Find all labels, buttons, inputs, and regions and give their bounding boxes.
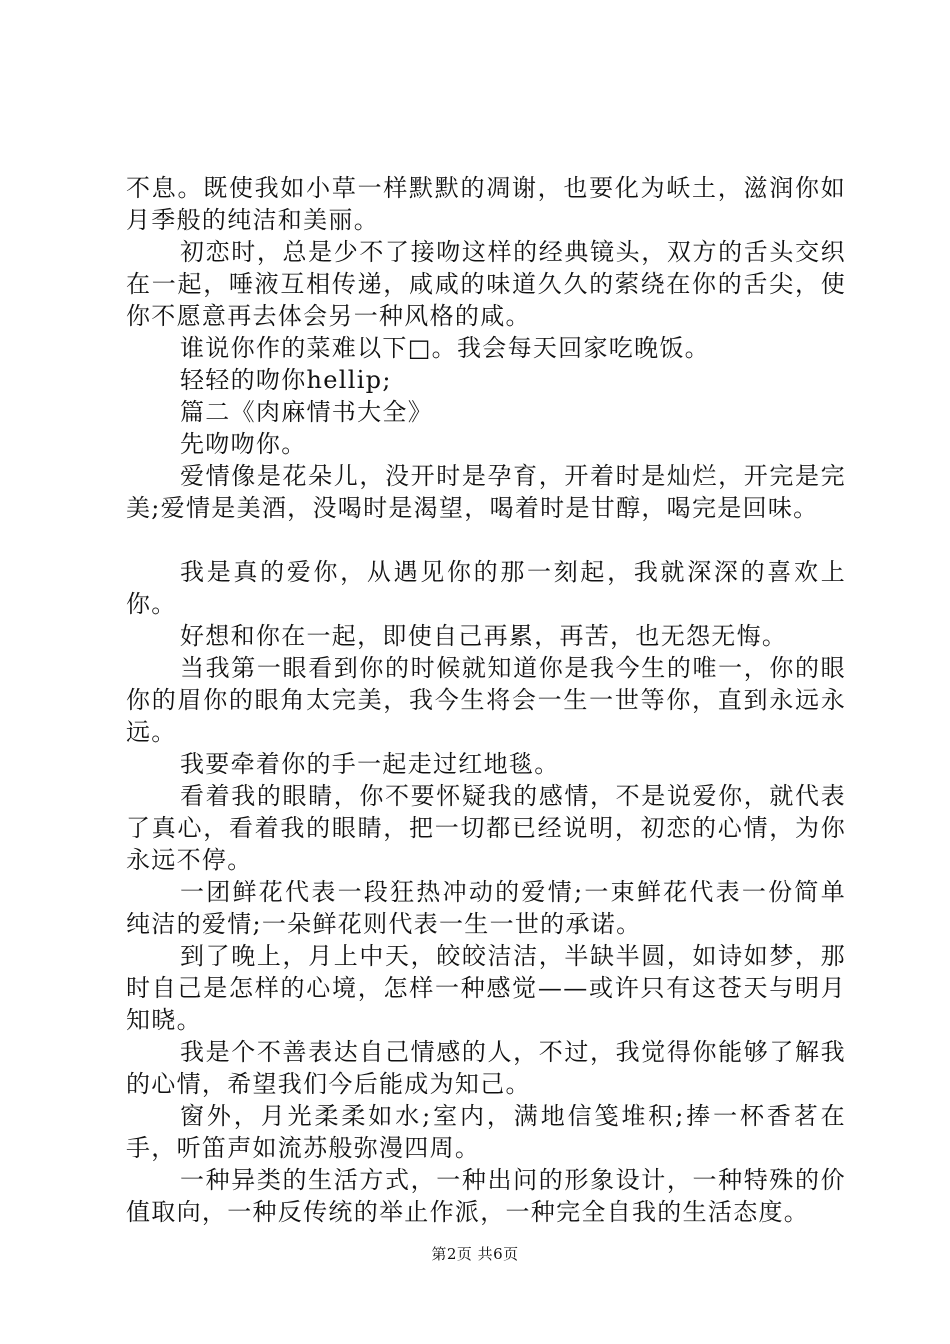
document-body xyxy=(126,172,846,1228)
paragraph: 爱情像是花朵儿，没开时是孕育，开着时是灿烂，开完是完美;爱情是美酒，没喝时是渴望，喝着时是甘醇，喝完是回味。 xyxy=(126,462,846,522)
page-footer xyxy=(0,1243,950,1264)
paragraph: 初恋时，总是少不了接吻这样的经典镜头，双方的舌头交织在一起，唾液互相传递，咸咸的味道久久的萦绕在你的舌尖，使你不愿意再去体会另一种风格的咸。 xyxy=(126,238,846,330)
paragraph: 不息。既使我如小草一样默默的凋谢，也要化为岆土，滋润你如月季般的纯洁和美丽。 xyxy=(126,174,846,234)
paragraph: 先吻吻你。 xyxy=(180,430,307,458)
paragraph: 我是个不善表达自己情感的人，不过，我觉得你能够了解我的心情，希望我们今后能成为知己。 xyxy=(126,1038,846,1098)
paragraph: 当我第一眼看到你的时候就知道你是我今生的唯一，你的眼你的眉你的眼角太完美，我今生将会一生一世等你，直到永远永远。 xyxy=(126,654,846,746)
paragraph: 到了晚上，月上中天，皎皎洁洁，半缺半圆，如诗如梦，那时自己是怎样的心境，怎样一种感觉——或许只有这苍天与明月知晓。 xyxy=(126,942,846,1034)
paragraph: 好想和你在一起，即使自己再累，再苦，也无怨无悔。 xyxy=(180,622,788,650)
paragraph: 看着我的眼睛，你不要怀疑我的感情，不是说爱你，就代表了真心，看着我的眼睛，把一切都已经说明，初恋的心情，为你永远不停。 xyxy=(126,782,846,874)
paragraph: 窗外，月光柔柔如水;室内，满地信笺堆积;捧一杯香茗在手，听笛声如流苏般弥漫四周。 xyxy=(126,1102,846,1162)
paragraph: 我是真的爱你，从遇见你的那一刻起，我就深深的喜欢上你。 xyxy=(126,558,846,618)
blank-line xyxy=(126,524,846,556)
paragraph: 谁说你作的菜难以下□。我会每天回家吃晚饭。 xyxy=(180,334,710,362)
paragraph: 一种异类的生活方式，一种出问的形象设计，一种特殊的价值取向，一种反传统的举止作派，一种完全自我的生活态度。 xyxy=(126,1166,846,1226)
paragraph: 篇二《肉麻情书大全》 xyxy=(180,398,433,426)
paragraph: 我要牵着你的手一起走过红地毯。 xyxy=(180,750,560,778)
paragraph: 轻轻的吻你hellip; xyxy=(180,366,392,394)
paragraph: 一团鲜花代表一段狂热冲动的爱情;一束鲜花代表一份简单纯洁的爱情;一朵鲜花则代表一生一世的承诺。 xyxy=(126,878,846,938)
page-number-label: 第2页 共6页 xyxy=(431,1245,519,1263)
